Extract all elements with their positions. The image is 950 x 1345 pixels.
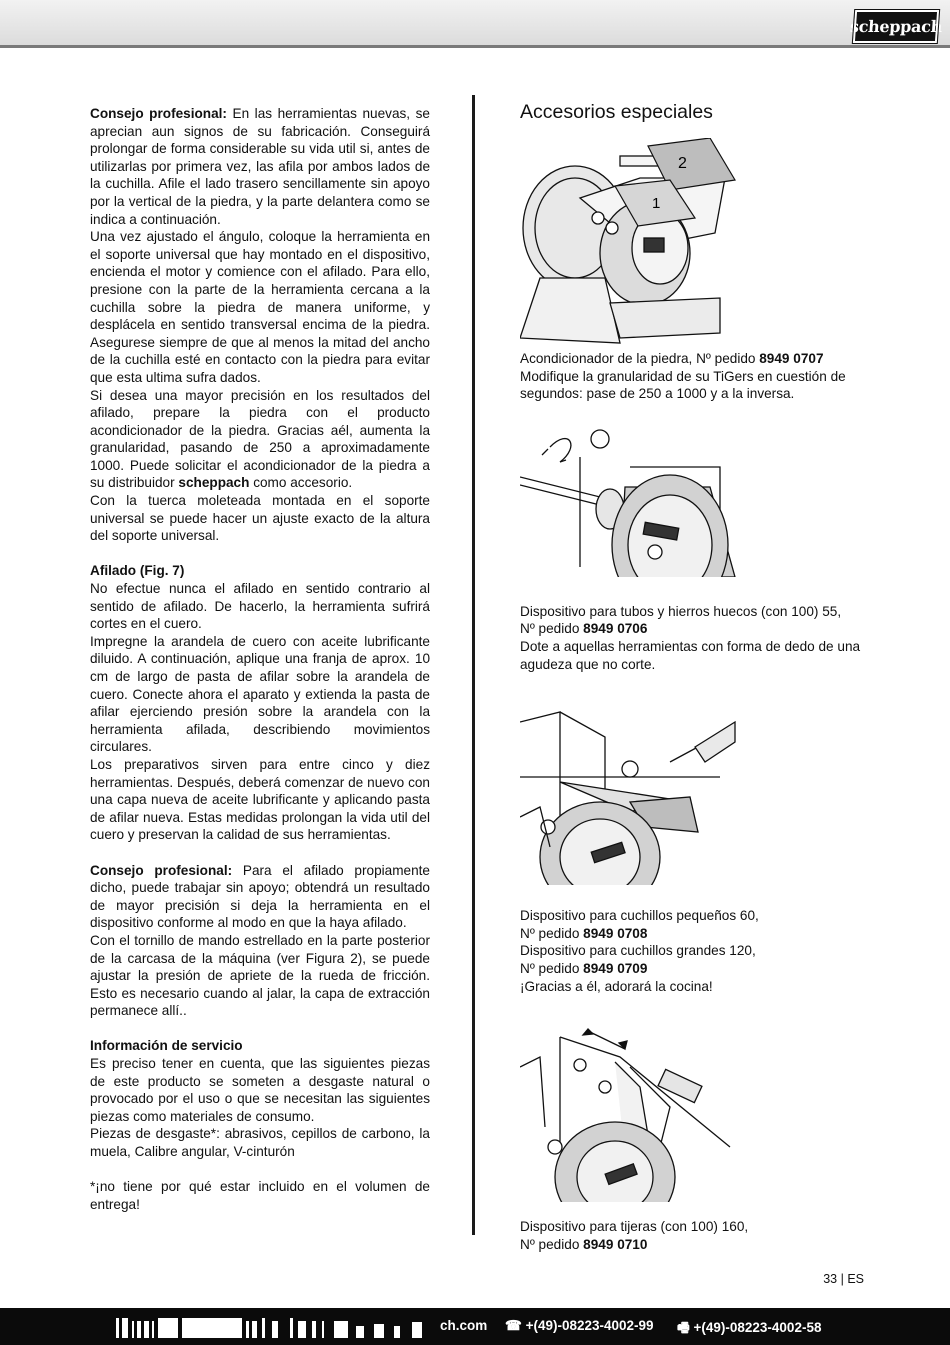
tube-device-caption: Dispositivo para tubos y hierros huecos (con 100) 55, [520, 603, 842, 619]
left-column [90, 105, 430, 1213]
paragraph-preparation: Los preparativos sirven para entre cinco y diez herramientas. Después, deberá comenzar de nuevo con una capa nueva de aceite lubrificante y aplicando pasta de afilar nueva. Estas medidas prolongan la vida util del cuero y preservan la calidad de sus herramientas. [90, 756, 430, 843]
paragraph-direction: No efectue nunca el afilado en sentido contrario al sentido de afilado. De hacerlo, la herramienta sufrirá cortes en el cuero. [90, 581, 430, 632]
footer-website: ch.com [440, 1318, 488, 1333]
column-divider [472, 95, 475, 1235]
header-band [0, 0, 950, 48]
tip1-text: En las herramientas nuevas, se aprecian aun signos de su fabricación. Conseguirá prolongar de forma considerable su vida util si, antes de utilizarlas por primera vez, las afila por ambos lados de la cuchilla. Afile el lado trasero sencillamente sin apoyo por la vertical de la piedra, y la parte delantera como se indica a continuación. [90, 106, 430, 227]
afilado-heading: Afilado (Fig. 7) [90, 563, 185, 579]
conditioner-caption: Acondicionador de la piedra, Nº pedido 8949 0707 [520, 351, 824, 366]
knife-slogan: ¡Gracias a él, adorará la cocina! [520, 978, 713, 994]
brand-name: scheppach [178, 475, 250, 491]
knife-large-caption: Dispositivo para cuchillos grandes 120, [520, 943, 756, 959]
knife-device-figure [520, 707, 740, 885]
footer-barcode-pattern [112, 1316, 432, 1340]
tip1-paragraph [90, 105, 430, 228]
paragraph-adjust: Una vez ajustado el ángulo, coloque la herramienta en el soporte universal que hay montado en el dispositivo, encienda el motor y comience con el afilado. Para ello, presione con la parte de la herramienta cercana a la cuchilla sobre la piedra de manera uniforme, y desplácela en sentido transversal encima de la piedra. Asegurese siempre de que al menos la mitad del ancho de la cuchilla esté en contacto con la piedra para evitar que esta ultima sufra dados. [90, 229, 430, 385]
tip2-label: Consejo profesional: [90, 862, 233, 878]
right-column [520, 100, 865, 1253]
knife-small-order: Nº pedido 8949 0708 [520, 925, 648, 941]
paragraph-leather: Impregne la arandela de cuero con aceite lubrificante diluido. A continuación, aplique una franja de aprox. 10 cm de largo de pasta de afilar sobre la arandela de cuero. Conecte ahora el aparato y extienda la pasta de afilar ejerciendo presión sobre la arandela con la herramienta afilada, describiendo movimientos circulares. [90, 633, 430, 755]
scissors-device-figure [520, 1027, 740, 1202]
order-code-8949-0710: 8949 0710 [583, 1236, 648, 1252]
paragraph-conditioner: Si desea una mayor precisión en los resultados del afilado, prepare la piedra con el producto acondicionador de la piedra. Gracias aél, aumenta la granularidad, pasando de 250 a aproximadamente 1000. Puede solicitar el acondicionador de la piedra a su distribuidor scheppach como accesorio. [90, 387, 430, 491]
page-number: 33 | ES [823, 1272, 864, 1286]
service-heading: Información de servicio [90, 1038, 243, 1054]
label-2: 2 [678, 155, 687, 172]
paragraph-star-knob: Con el tornillo de mando estrellado en la parte posterior de la carcasa de la máquina (ver Figura 2), se puede ajustar la presión de apriete de la rueda de fricción. Esto es necesario cuando al jalar, la capa de extracción permanece allí.. [90, 932, 430, 1019]
tube-device-description: Dote a aquellas herramientas con forma de dedo de una agudeza que no corte. [520, 638, 861, 672]
footer-bar [0, 1308, 950, 1345]
paragraph-wear: Es preciso tener en cuenta, que las siguientes piezas de este producto se someten a desgaste natural o provocado por el uso o que se necesitan las siguientes piezas como materiales de consumo. [90, 1056, 430, 1124]
tube-device-figure [520, 427, 740, 577]
tip2-paragraph [90, 862, 430, 932]
order-code-8949-0707: 8949 0707 [759, 351, 824, 366]
paragraph-wear-parts: Piezas de desgaste*: abrasivos, cepillos de carbono, la muela, Calibre angular, V-cinturón [90, 1126, 430, 1160]
order-code-8949-0708: 8949 0708 [583, 925, 648, 941]
paragraph-footnote: *¡no tiene por qué estar incluido en el volumen de entrega! [90, 1179, 430, 1212]
knife-small-caption: Dispositivo para cuchillos pequeños 60, [520, 908, 759, 924]
tip1-label: Consejo profesional: [90, 106, 227, 121]
conditioner-description: Modifique la granularidad de su TiGers en cuestión de segundos: pase de 250 a 1000 y a la inversa. [520, 368, 846, 402]
scheppach-logo: scheppach [853, 10, 939, 43]
scissors-order: Nº pedido 8949 0710 [520, 1236, 648, 1252]
stone-conditioner-figure [520, 138, 740, 350]
order-code-8949-0706: 8949 0706 [583, 621, 648, 637]
tube-device-order: Nº pedido 8949 0706 [520, 621, 648, 637]
footer-phone: ☎ +(49)-08223-4002-99 [505, 1318, 654, 1333]
tip2-text: Para el afilado propiamente dicho, puede trabajar sin apoyo; obtendrá un resultado de mayor precisión si deja la herramienta en el dispositivo conforme al modo en que la haya afilado. [90, 862, 430, 931]
scissors-caption: Dispositivo para tijeras (con 100) 160, [520, 1219, 749, 1235]
footer-fax: 🖷 +(49)-08223-4002-58 [677, 1320, 822, 1335]
order-code-8949-0709: 8949 0709 [583, 960, 648, 976]
section-title: Accesorios especiales [520, 101, 713, 123]
label-1: 1 [652, 195, 661, 212]
knife-large-order: Nº pedido 8949 0709 [520, 960, 648, 976]
paragraph-knurled-nut: Con la tuerca moleteada montada en el soporte universal se puede hacer un ajuste exacto de la altura del soporte universal. [90, 493, 430, 544]
